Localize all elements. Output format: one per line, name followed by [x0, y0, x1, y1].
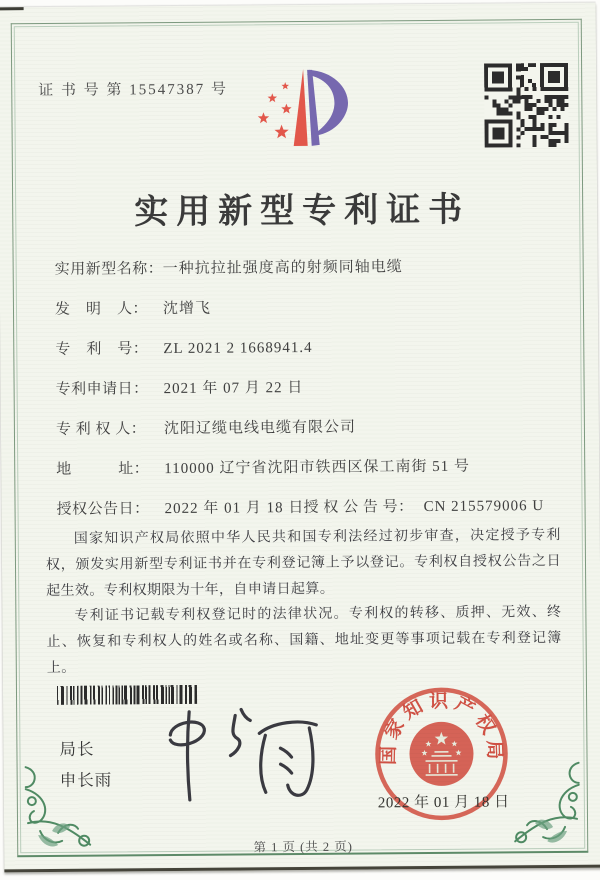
field-row: [56, 446, 559, 490]
certificate-title: 实用新型专利证书: [134, 191, 471, 232]
field-label: 实用新型名称：: [54, 261, 164, 278]
grant-date-label: 授权公告日：: [56, 501, 150, 518]
scan-artifact: [0, 7, 24, 10]
field-label: 专 利 权 人：: [55, 421, 147, 438]
director-title: 局长: [59, 739, 95, 759]
legal-text: [46, 523, 562, 682]
seal-date: 2022 年 01 月 18 日: [377, 794, 510, 812]
grant-number-pair: [303, 486, 559, 528]
field-row: [55, 366, 558, 410]
page-footer: 第 1 页 (共 2 页): [253, 839, 353, 855]
director-signature-icon: [153, 703, 329, 809]
field-value: 一种抗拉扯强度高的射频同轴电缆: [162, 259, 403, 278]
certificate-number: 证 书 号 第 15547387 号: [38, 81, 229, 100]
field-value: 110000 辽宁省沈阳市铁西区保工南街 51 号: [164, 458, 471, 478]
field-value: ZL 2021 2 1668941.4: [163, 339, 313, 358]
seal-text: 国家知识产权局: [378, 691, 505, 766]
field-row: [55, 326, 558, 370]
grant-number-label: 授 权 公 告 号：: [303, 499, 414, 516]
qr-code-icon: [484, 63, 569, 148]
field-label: 专 利 号：: [55, 341, 149, 358]
field-value: 2021 年 07 月 22 日: [163, 379, 304, 398]
grant-date-value: 2022 年 01 月 18 日: [164, 499, 305, 518]
field-value: 沈阳辽缆电线电缆有限公司: [163, 419, 357, 438]
body-paragraph-1: 国家知识产权局依照中华人民共和国专利法经过初步审查，决定授予专利权，颁发实用新型专利证书并在专利登记簿上予以登记。专利权自授权公告之日起生效。专利权期限为十年，自申请日起算。: [45, 527, 562, 599]
scanned-certificate-page: [0, 3, 600, 873]
field-label: 发 明 人：: [54, 301, 149, 318]
field-row: [55, 286, 558, 330]
field-value: 沈增飞: [162, 300, 212, 318]
barcode-icon: [57, 685, 197, 705]
field-label: 专利申请日：: [55, 381, 149, 398]
cnipa-logo-icon: [250, 61, 356, 162]
field-list: [55, 246, 560, 530]
director-name: 申长雨: [59, 770, 113, 790]
director-block: [59, 733, 112, 795]
field-label: 地 址：: [56, 461, 150, 478]
field-row: [55, 246, 558, 290]
body-paragraph-2: 专利证书记载专利权登记时的法律状况。专利权的转移、质押、无效、终止、恢复和专利权人的姓名或名称、国籍、地址变更等事项记载在专利登记簿上。: [46, 605, 562, 676]
grant-date-pair: [56, 488, 303, 530]
grant-number-value: CN 215579006 U: [423, 498, 545, 516]
field-row: [56, 406, 559, 450]
